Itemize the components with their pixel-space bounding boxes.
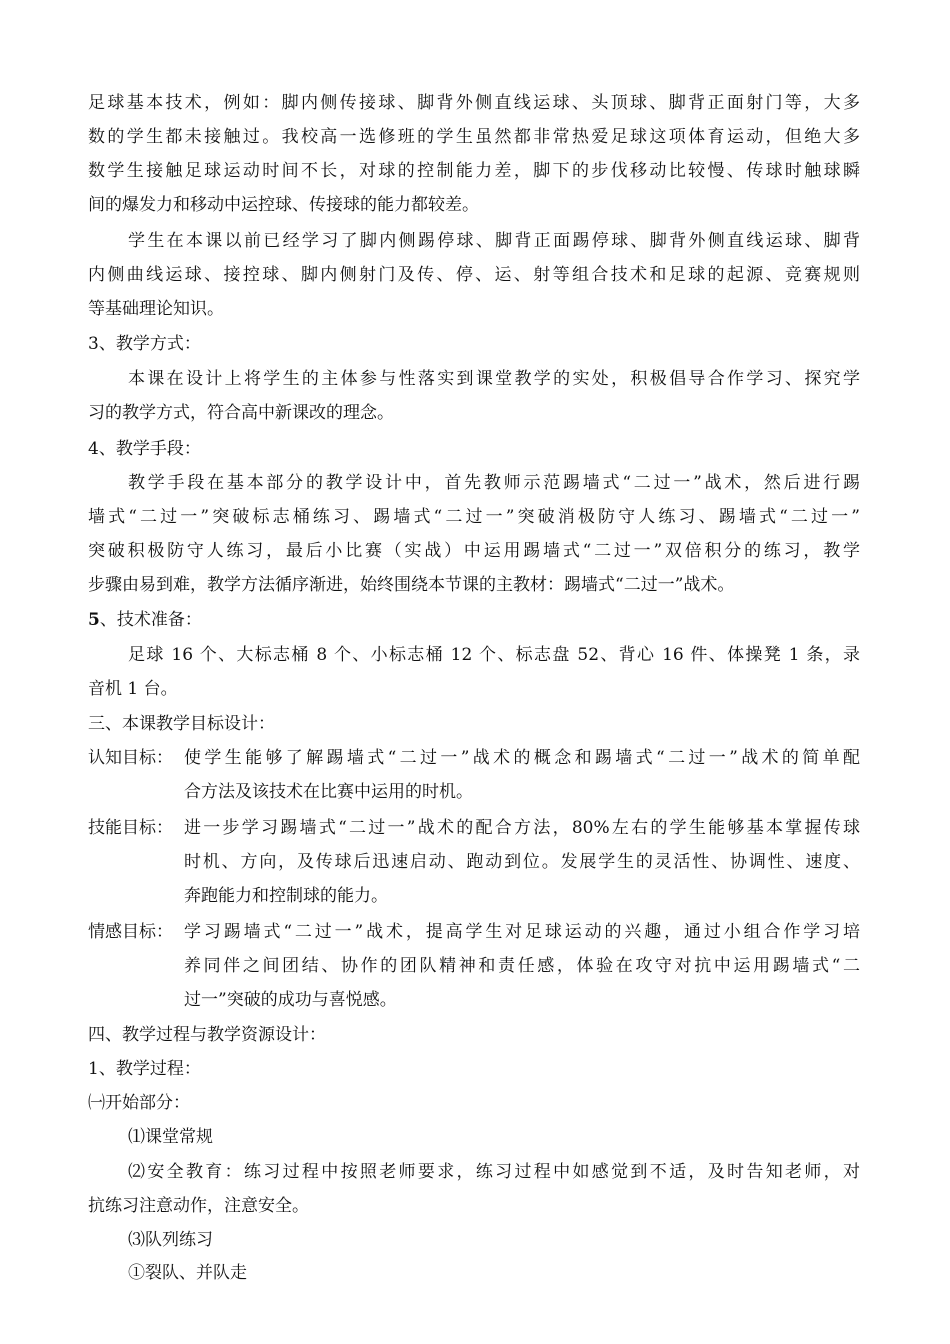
paragraph-line: 数学生接触足球运动时间不长，对球的控制能力差，脚下的步伐移动比较慢、传球时触球瞬 bbox=[88, 161, 860, 181]
paragraph-line: 习的教学方式，符合高中新课改的理念。 bbox=[88, 403, 394, 423]
list-item: ⑴课堂常规 bbox=[128, 1127, 213, 1147]
list-item-continuation: 抗练习注意动作，注意安全。 bbox=[88, 1196, 309, 1216]
paragraph-line: 等基础理论知识。 bbox=[88, 299, 224, 319]
paragraph-line: 步骤由易到难，教学方法循序渐进，始终围绕本节课的主教材：踢墙式“二过一”战术。 bbox=[88, 575, 735, 595]
paragraph-line: 内侧曲线运球、接控球、脚内侧射门及传、停、运、射等组合技术和足球的起源、竞赛规则 bbox=[88, 265, 860, 285]
goal-line: 进一步学习踢墙式“二过一”战术的配合方法，80%左右的学生能够基本掌握传球 bbox=[184, 818, 860, 838]
goal-line: 使学生能够了解踢墙式“二过一”战术的概念和踢墙式“二过一”战术的简单配 bbox=[184, 748, 860, 768]
section-heading: 3、教学方式： bbox=[88, 334, 201, 354]
paragraph-line: 间的爆发力和移动中运控球、传接球的能力都较差。 bbox=[88, 195, 479, 215]
goal-line: 奔跑能力和控制球的能力。 bbox=[184, 886, 388, 906]
goal-label: 技能目标： bbox=[88, 818, 173, 838]
goal-line: 时机、方向，及传球后迅速启动、跑动到位。发展学生的灵活性、协调性、速度、 bbox=[184, 852, 860, 872]
paragraph-line: 墙式“二过一”突破标志桶练习、踢墙式“二过一”突破消极防守人练习、踢墙式“二过一” bbox=[88, 507, 860, 527]
paragraph-line: 学生在本课以前已经学习了脚内侧踢停球、脚背正面踢停球、脚背外侧直线运球、脚背 bbox=[128, 231, 860, 251]
goal-label: 情感目标： bbox=[88, 922, 173, 942]
subsection-heading: 1、教学过程： bbox=[88, 1059, 201, 1079]
list-item: ①裂队、并队走 bbox=[128, 1263, 247, 1283]
list-item: ⑵安全教育：练习过程中按照老师要求，练习过程中如感觉到不适，及时告知老师，对 bbox=[128, 1162, 860, 1182]
goal-line: 养同伴之间团结、协作的团队精神和责任感，体验在攻守对抗中运用踢墙式“二 bbox=[184, 956, 860, 976]
paragraph-line: 数的学生都未接触过。我校高一选修班的学生虽然都非常热爱足球这项体育运动，但绝大多 bbox=[88, 127, 860, 147]
goal-line: 合方法及该技术在比赛中运用的时机。 bbox=[184, 782, 473, 802]
section-heading-text: 、技术准备： bbox=[99, 610, 202, 630]
section-heading bbox=[88, 609, 202, 631]
goal-line: 学习踢墙式“二过一”战术，提高学生对足球运动的兴趣，通过小组合作学习培 bbox=[184, 922, 860, 942]
section-number: 5 bbox=[88, 610, 100, 630]
section-heading: 4、教学手段： bbox=[88, 439, 201, 459]
paragraph-line: 本课在设计上将学生的主体参与性落实到课堂教学的实处，积极倡导合作学习、探究学 bbox=[128, 369, 860, 389]
list-item: ⑶队列练习 bbox=[128, 1230, 213, 1250]
section-heading: 三、本课教学目标设计： bbox=[88, 714, 275, 734]
paragraph-line: 突破积极防守人练习，最后小比赛（实战）中运用踢墙式“二过一”双倍积分的练习，教学 bbox=[88, 541, 860, 561]
paragraph-line: 教学手段在基本部分的教学设计中，首先教师示范踢墙式“二过一”战术，然后进行踢 bbox=[128, 473, 860, 493]
goal-line: 过一”突破的成功与喜悦感。 bbox=[184, 990, 397, 1010]
subsection-heading: ㈠开始部分： bbox=[88, 1093, 190, 1113]
paragraph-line: 音机 1 台。 bbox=[88, 679, 178, 699]
section-heading: 四、教学过程与教学资源设计： bbox=[88, 1025, 326, 1045]
goal-label: 认知目标： bbox=[88, 748, 173, 768]
paragraph-line: 足球基本技术，例如：脚内侧传接球、脚背外侧直线运球、头顶球、脚背正面射门等，大多 bbox=[88, 93, 860, 113]
paragraph-line: 足球 16 个、大标志桶 8 个、小标志桶 12 个、标志盘 52、背心 16 件、体操凳 1 条，录 bbox=[128, 645, 860, 665]
